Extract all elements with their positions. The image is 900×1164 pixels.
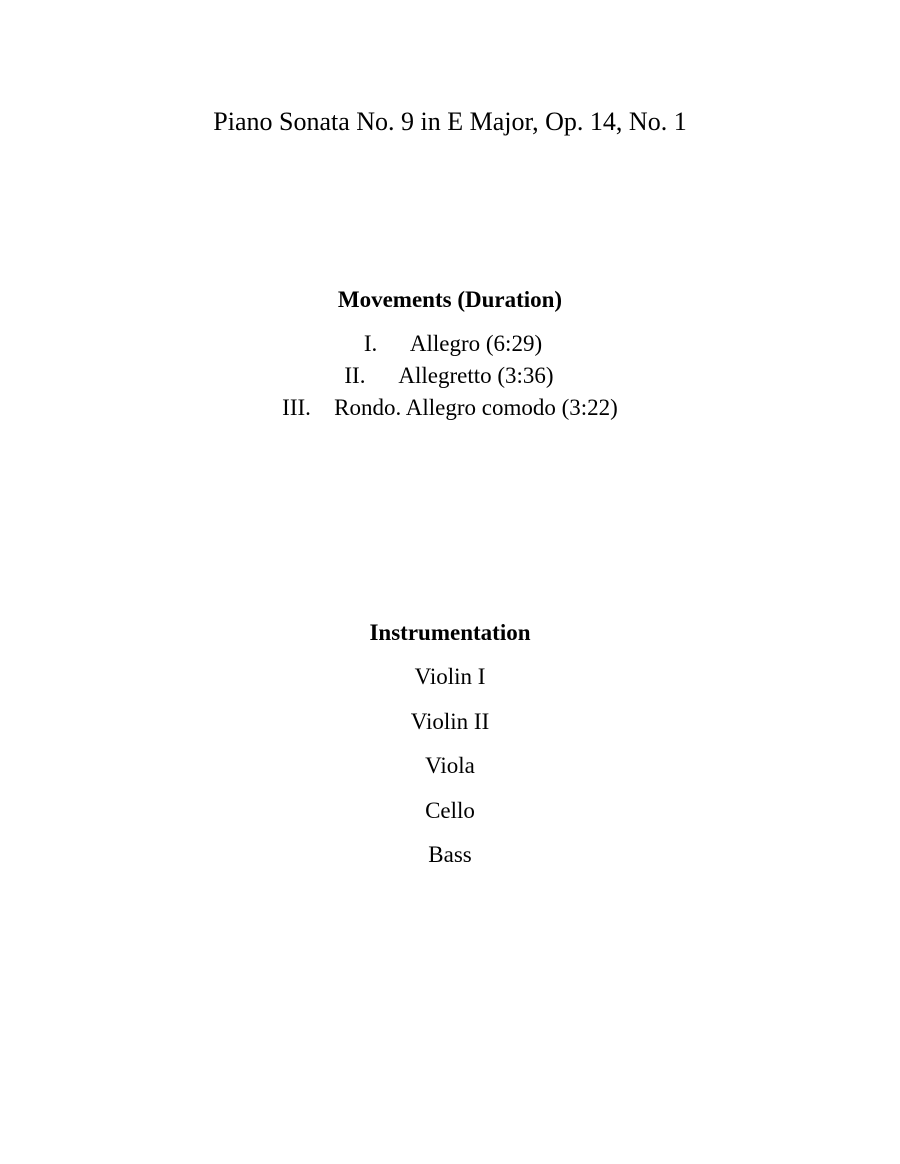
instrument-item: Bass xyxy=(428,842,472,867)
movement-item-2 xyxy=(0,360,900,392)
instrument-item: Viola xyxy=(425,753,475,778)
movement-line xyxy=(363,328,543,360)
movement-line xyxy=(282,392,618,424)
movement-item-1 xyxy=(0,328,900,360)
movement-numeral: II. xyxy=(344,363,366,388)
instrument-list xyxy=(0,661,900,884)
movement-line xyxy=(344,360,554,392)
movement-item-3 xyxy=(0,392,900,424)
movements-heading: Movements (Duration) xyxy=(337,287,563,312)
instrument-item: Violin I xyxy=(414,664,486,689)
instrumentation-heading: Instrumentation xyxy=(369,620,531,645)
instrument-item: Violin II xyxy=(410,708,490,734)
movement-title: Allegretto (3:36) xyxy=(398,363,554,388)
movement-numeral: I. xyxy=(363,331,378,356)
movement-title: Rondo. Allegro comodo (3:22) xyxy=(334,395,618,420)
movements-list xyxy=(0,328,900,424)
movement-numeral: III. xyxy=(282,395,311,420)
piece-title: Piano Sonata No. 9 in E Major, Op. 14, No. 1 xyxy=(213,107,687,136)
instrument-item: Cello xyxy=(425,797,475,823)
movement-title: Allegro (6:29) xyxy=(409,331,543,356)
